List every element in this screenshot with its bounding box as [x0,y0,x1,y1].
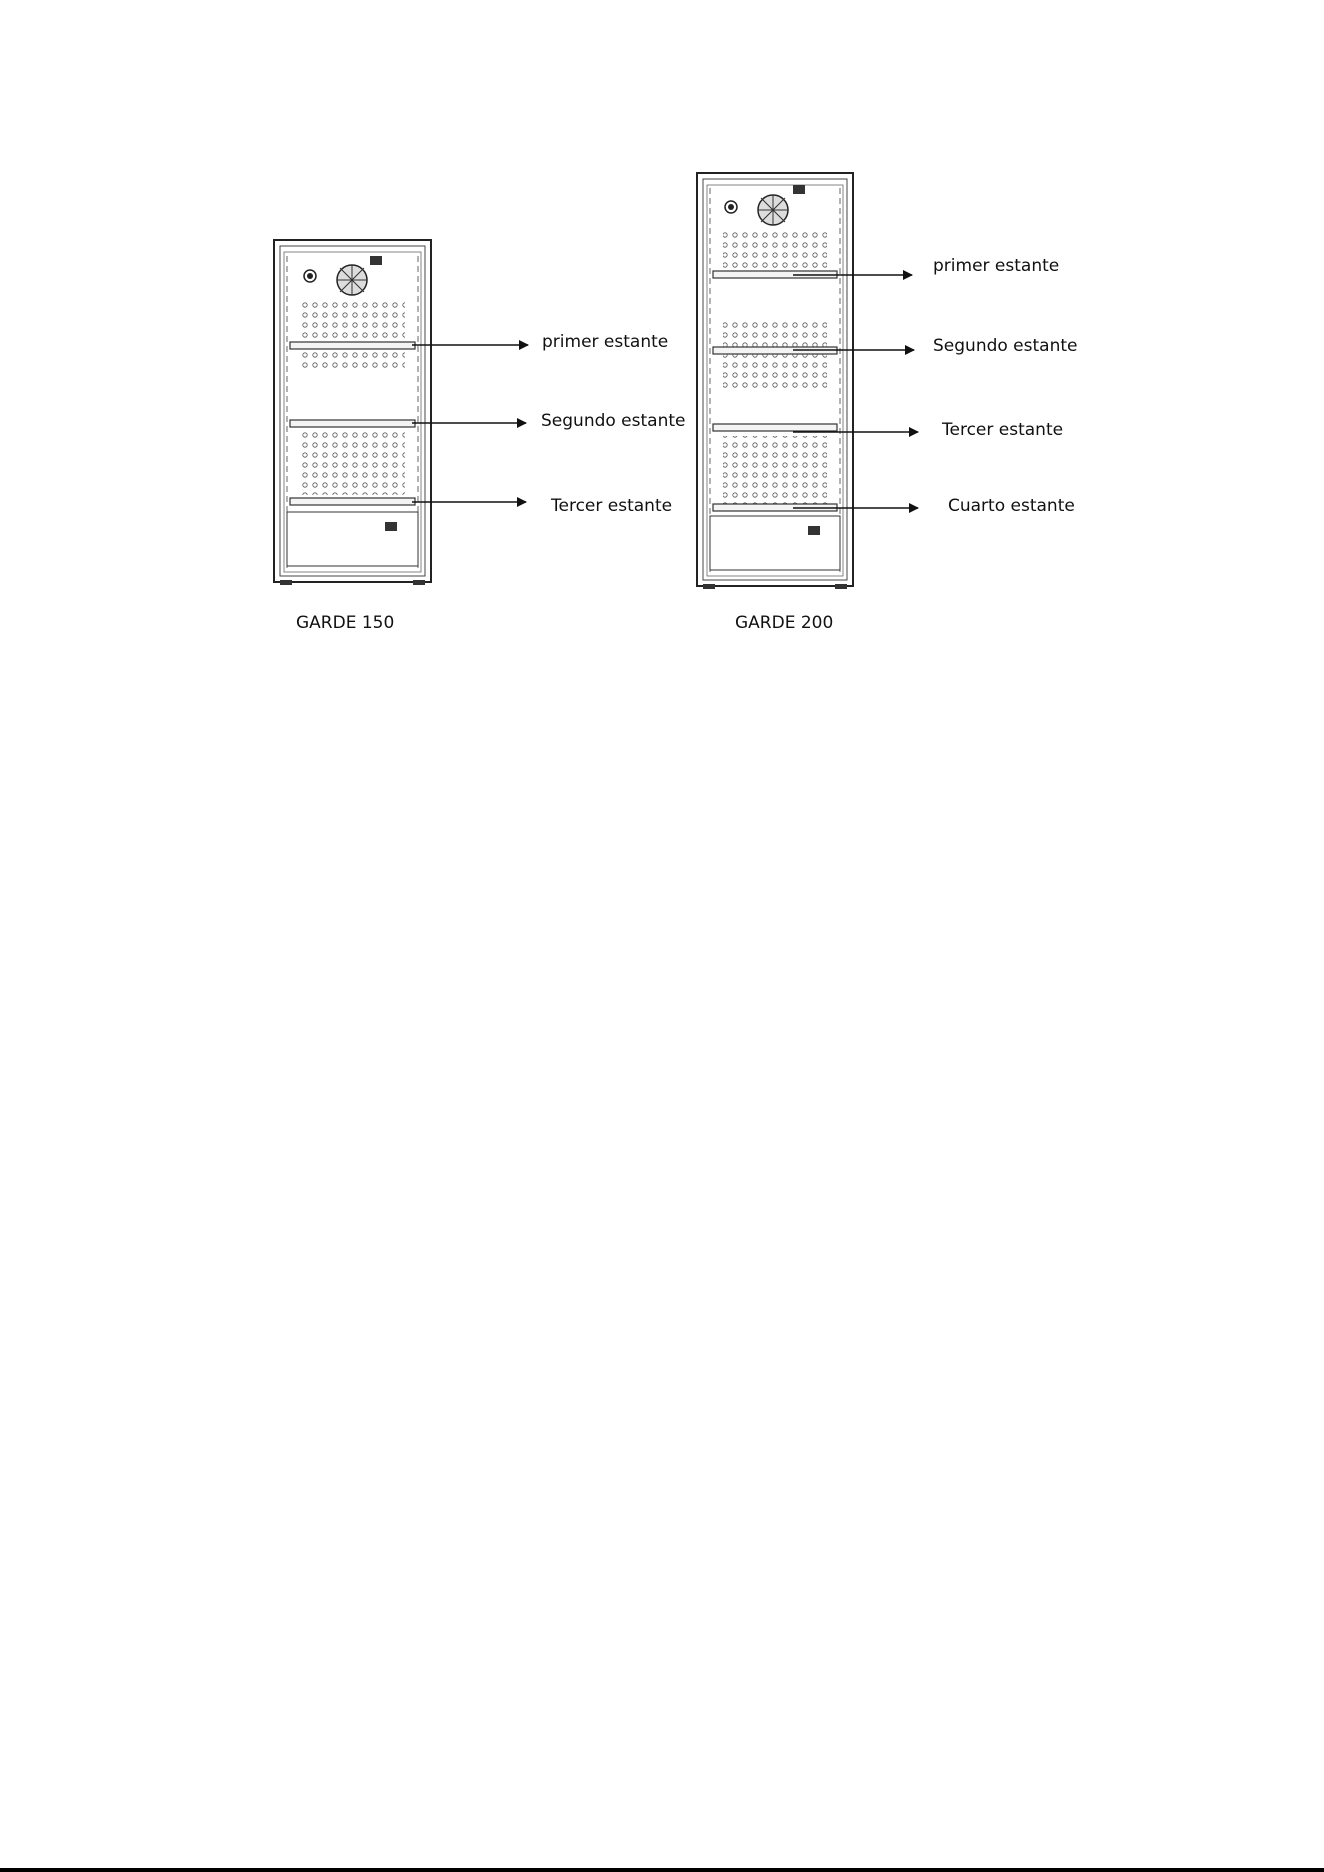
caption-garde150: GARDE 150 [296,613,395,633]
caption-garde200: GARDE 200 [735,613,834,633]
switch-icon [370,256,382,265]
shelf [290,342,415,349]
label-garde150-shelf-3: Tercer estante [551,496,673,516]
shelf [290,498,415,505]
label-garde200-shelf-4: Cuarto estante [948,496,1075,516]
label-garde200-shelf-3: Tercer estante [942,420,1064,440]
cabinet-garde-150 [274,240,528,585]
shelf [713,424,837,431]
label-garde200-shelf-2: Segundo estante [933,336,1078,356]
switch-icon [793,185,805,194]
label-garde150-shelf-2: Segundo estante [541,411,686,431]
shelf [290,420,415,427]
page-bottom-border [0,1868,1324,1872]
fan-icon [758,195,788,225]
label-garde200-shelf-1: primer estante [933,256,1060,276]
fan-icon [337,265,367,295]
cabinet-garde-200 [697,173,918,589]
label-garde150-shelf-1: primer estante [542,332,669,352]
